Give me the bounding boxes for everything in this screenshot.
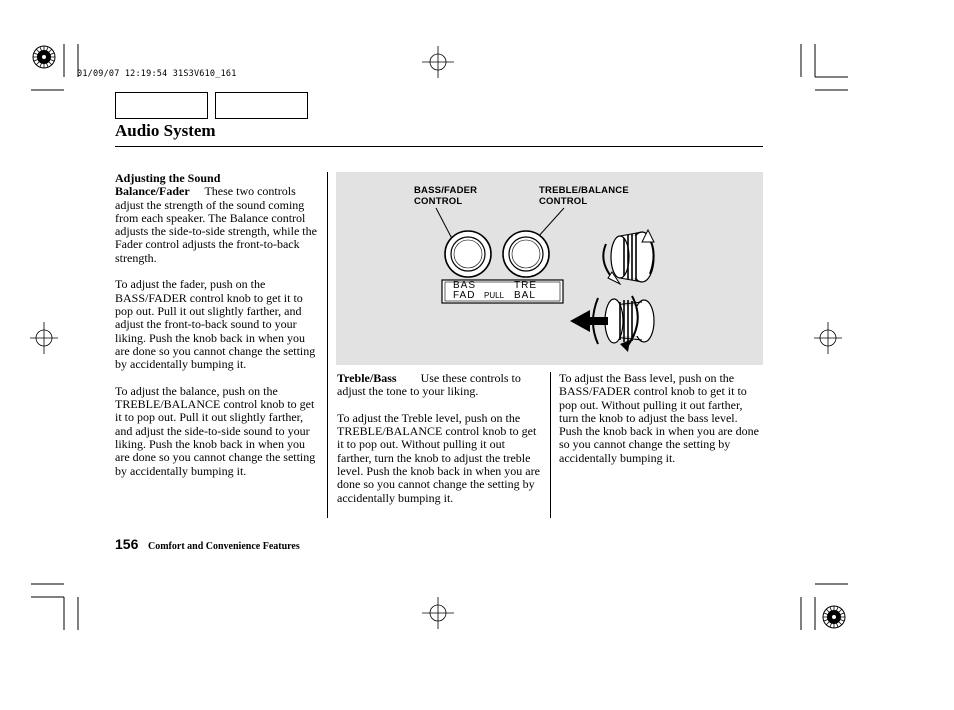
audio-controls-illustration — [336, 172, 763, 365]
panel-label-bas: BAS — [453, 280, 477, 291]
panel-label-tre: TRE — [514, 280, 537, 291]
section-heading: Balance/Fader — [115, 184, 190, 199]
panel-label-fad: FAD — [453, 290, 476, 301]
crop-starburst-icon — [33, 46, 55, 68]
crosshair-icon — [422, 46, 454, 78]
callout-bass-fader: BASS/FADER CONTROL — [414, 185, 478, 207]
crosshair-icon — [30, 322, 58, 354]
header-tab-box — [215, 92, 308, 119]
paragraph-lead: These two — [204, 184, 255, 199]
paragraph: controls adjust the strength of the sound coming from each speaker. The Balance control adjusts the side-to-side strength, while the Fader control adjusts the front-to-back strength. — [115, 184, 317, 265]
pull-knob-icon — [570, 296, 654, 352]
section-name: Comfort and Convenience Features — [148, 541, 300, 552]
callout-treble-balance: TREBLE/BALANCE CONTROL — [539, 185, 629, 207]
header-rule — [115, 146, 763, 147]
column-divider — [327, 172, 328, 518]
knob-drawings — [336, 172, 763, 365]
paragraph: To adjust the Bass level, push on the BASS/FADER control knob to get it to pop out. Without pulling it out farther, turn the knob to adjust the bass level. Push the knob back in when you are done so you cannot change the setting by accidentally bumping it. — [559, 371, 759, 465]
treble-balance-knob-icon — [503, 231, 549, 277]
column-divider — [550, 372, 551, 518]
section-heading: Treble/Bass — [337, 371, 397, 385]
column-fader-balance — [115, 172, 319, 491]
crop-starburst-icon — [823, 606, 845, 628]
crosshair-icon — [814, 322, 842, 354]
crosshair-icon — [422, 597, 454, 629]
paragraph: To adjust the Treble level, push on the TREBLE/BALANCE control knob to get it to pop out. Without pulling it out farther, turn the knob to adjust the treble level. Push the knob back in when you are done so you cannot change the setting by accidentally bumping it. — [337, 410, 540, 505]
page-number: 156 — [115, 536, 139, 552]
paragraph: to adjust the tone to your liking. — [337, 371, 521, 399]
rotate-knob-icon — [603, 230, 654, 284]
bass-fader-knob-icon — [445, 231, 491, 277]
column-treble-bass — [337, 372, 540, 518]
paragraph: To adjust the fader, push on the BASS/FADER control knob to get it to pop out. Pull it out slightly farther, and adjust the front-to-back sound to your liking. Push the knob back in when you are done so you cannot change the setting by accidentally bumping it. — [115, 277, 316, 372]
page-title: Audio System — [115, 121, 216, 140]
header-tab-box — [115, 92, 208, 119]
paragraph: To adjust the balance, push on the TREBLE/BALANCE control knob to get it to pop out. Pull it out slightly farther, and adjust the side-to-side sound to your liking. Push the knob back in when you are done so you cannot change the setting by accidentally bumping it. — [115, 383, 316, 478]
section-heading: Adjusting the Sound — [115, 171, 221, 185]
panel-label-pull: PULL — [484, 291, 505, 300]
column-bass-level — [559, 372, 763, 478]
panel-label-bal: BAL — [514, 290, 536, 301]
print-stamp: 01/09/07 12:19:54 31S3V610_161 — [77, 69, 237, 79]
paragraph-lead: Use these controls — [420, 371, 509, 385]
